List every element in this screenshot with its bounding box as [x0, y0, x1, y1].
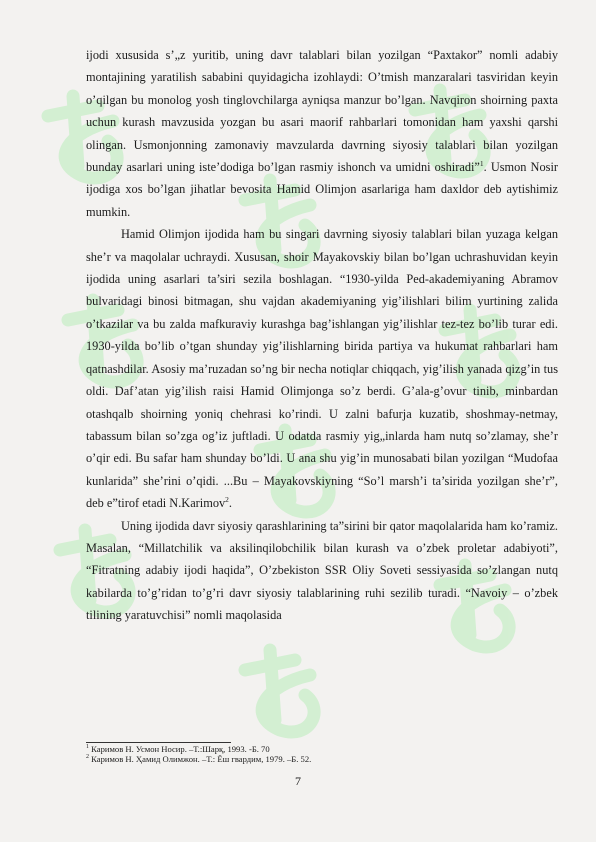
- footnote-mark: 1: [86, 744, 89, 751]
- body-text: [86, 44, 558, 627]
- paragraph: [86, 44, 558, 223]
- footnote-mark: 2: [86, 754, 89, 761]
- page-number: 7: [295, 774, 301, 788]
- footnote: [86, 754, 558, 764]
- footnote: [86, 744, 558, 754]
- footnote-ref[interactable]: 1: [479, 158, 484, 168]
- footnotes: [86, 744, 558, 764]
- footnote-text: Каримов Н. Ҳамид Олимжон. –Т.: Ёш гвардим, 1979. –Б. 52.: [89, 754, 312, 765]
- paragraph-text: Hamid Olimjon ijodida ham bu singari davrning siyosiy talablari bilan yuzaga kelgan she’r va maqolalar uchraydi. Xususan, shoir Mayakovskiy bilan bo’lgan uchrashuvidan keyin ijodida uning asarlari ta’siri sezila boshlagan. “1930-yilda Ped-akademiyaning Abramov bulvaridagi binosi bitmagan, shu vajdan akademiyaning yig’ilishlari bilim yurtining zalida o’tkazilar va bu zalda mafkuraviy kurashga bag’ishlangan yig’ilishlar tez-tez bo’lib turar edi. 1930-yilda bo’lib o’tgan shunday yig’ilishlarning birida partiya va hukumat rahbarlari ham qatnashdilar. Asosiy ma’ruzadan so’ng bir necha notiqlar chiqqach, yig’ilish yanada qizg’in tus oldi. Daf’atan yig’ilish raisi Hamid Olimjonga so’z berdi. G’ala-g’ovur tinib, minbardan otashqalb shoirning yoniq chehrasi ko’rindi. U zalni bafurja kuzatib, shoshmay-netmay, tabassum bilan so’zga og’iz juftladi. U odatda rasmiy yig„inlarda ham nutq so’zlamay, she’r o’qir edi. Bu safar ham shunday bo’ldi. U ana shu yig’in munosabati bilan yozilgan “Mudofaa kunlarida” she’rini o’qidi. ...Bu – Mayakovskiyning “So’l marsh’i ta’sirida yozilgan she’r”, deb e”tirof etadi N.Karimov: [86, 227, 558, 511]
- paragraph-text: ijodi xususida s’„z yuritib, uning davr talablari bilan yozilgan “Paxtakor” nomli adabiy montajining yaratilish sababini quyidagicha izohlaydi: O’tmish manzaralari tasviridan keyin o’qilgan bu monolog yosh tinglovchilarga ayniqsa manzur bo’lgan. Navqiron shoirning paxta uchun kurash mavzusida yozgan bu asari maorif rahbarlari tomonidan ham yaxshi qarshi olingan. Usmonjonning zamonaviy mavzularda davrning siyosiy talablari bilan yozilgan bunday asarlari uning iste’dodiga bo’lgan rasmiy ishonch va umidni oshiradi”: [86, 48, 558, 175]
- footnote-ref[interactable]: 2: [225, 495, 229, 505]
- footnote-text: Каримов Н. Усмон Носир. –Т.:Шарқ, 1993. -Б. 70: [89, 744, 270, 754]
- paragraph-text-tail: .: [228, 496, 233, 511]
- watermark-glyph: [225, 640, 345, 750]
- paragraph: [86, 515, 558, 627]
- paragraph-text: Uning ijodida davr siyosiy qarashlarining ta”sirini bir qator maqolalarida ham ko’ramiz. Masalan, “Millatchilik va aksilinqilobchilik bilan kurash va o’zbek proletar adabiyoti”, “Fitratning adabiy ijodi haqida”, O’zbekiston SSR Oliy Soveti sessiyasida so’zlangan nutq kabilarda to’g’ridan to’g’ri davr siyosiy talablarining ruhi sezilib turadi. “Navoiy – o’zbek tilining yaratuvchisi” nomli maqolasida: [86, 518, 558, 623]
- footnote-divider: [86, 742, 231, 743]
- paragraph-text-tail: . Usmon Nosir ijodiga xos bo’lgan jihatlar bevosita Hamid Olimjon asarlariga ham daxldor deb aytishimiz mumkin.: [86, 160, 558, 219]
- paragraph: [86, 223, 558, 514]
